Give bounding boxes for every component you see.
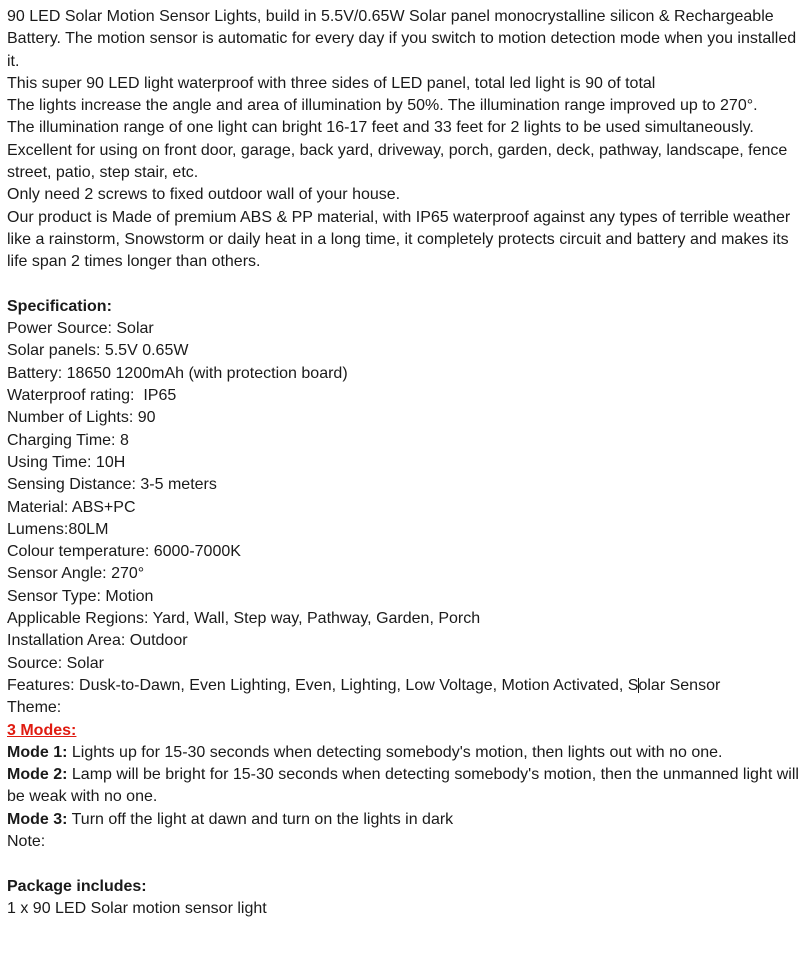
mode-3-label: Mode 3: [7,810,68,828]
spec-line-applicable-regions: Applicable Regions: Yard, Wall, Step way, Pathway, Garden, Porch [7,610,481,628]
modes-section [7,720,806,854]
package-heading: Package includes: [7,877,147,895]
spec-line-using-time: Using Time: 10H [7,453,126,471]
spec-line-number-of-lights: Number of Lights: 90 [7,409,156,427]
mode-item-1 [7,742,806,764]
note-line: Note: [7,832,46,850]
spec-line-sensor-type: Sensor Type: Motion [7,587,154,605]
spec-line-power-source: Power Source: Solar [7,320,154,338]
spacer-before-package [7,853,806,875]
intro-paragraph-4: The illumination range of one light can bright 16-17 feet and 33 feet for 2 lights to be used simultaneously. [7,119,754,137]
mode-1-label: Mode 1: [7,743,68,761]
mode-1-text: Lights up for 15-30 seconds when detecting somebody's motion, then lights out with no one. [67,743,723,761]
text-cursor-caret [638,678,639,693]
mode-2-label: Mode 2: [7,766,68,784]
spec-line-battery: Battery: 18650 1200mAh (with protection board) [7,364,348,382]
intro-paragraph-5: Excellent for using on front door, garage, back yard, driveway, porch, garden, deck, pathway, landscape, fence street, patio, step stair, etc. [7,141,792,182]
spec-line-installation-area: Installation Area: Outdoor [7,632,188,650]
spec-line-colour-temperature: Colour temperature: 6000-7000K [7,543,241,561]
intro-paragraph-7: Our product is Made of premium ABS & PP material, with IP65 waterproof against any types of terrible weather like a rainstorm, Snowstorm or daily heat in a long time, it completely protects circuit and battery and makes its life span 2 times longer than others. [7,208,795,271]
intro-paragraph-3: The lights increase the angle and area of illumination by 50%. The illumination range improved up to 270°. [7,97,758,115]
spacer-before-specification [7,274,806,296]
spec-line-features [7,675,806,697]
package-section [7,876,806,921]
specification-section [7,296,806,720]
spec-line-charging-time: Charging Time: 8 [7,431,129,449]
spec-line-lumens: Lumens:80LM [7,520,109,538]
intro-paragraph-1: 90 LED Solar Motion Sensor Lights, build in 5.5V/0.65W Solar panel monocrystalline silicon & Rechargeable Battery. The motion sensor is automatic for every day if you switch to motion detection mode when you installed it. [7,8,801,70]
spec-line-sensor-angle: Sensor Angle: 270° [7,565,145,583]
intro-paragraph-6: Only need 2 screws to fixed outdoor wall of your house. [7,186,401,204]
spec-line-theme: Theme: [7,699,62,717]
features-text-after-caret: olar Sensor [638,676,721,694]
spec-line-waterproof-rating: Waterproof rating: IP65 [7,387,177,405]
spec-line-material: Material: ABS+PC [7,498,136,516]
spec-line-source: Source: Solar [7,654,104,672]
features-text-before-caret: Features: Dusk-to-Dawn, Even Lighting, Even, Lighting, Low Voltage, Motion Activated, S [7,676,639,694]
mode-item-2 [7,764,806,809]
specification-heading: Specification: [7,297,112,315]
spec-line-solar-panels: Solar panels: 5.5V 0.65W [7,342,189,360]
intro-section [7,6,806,274]
mode-2-text: Lamp will be bright for 15-30 seconds when detecting somebody's motion, then the unmanned light will be weak with no one. [7,766,804,806]
mode-item-3 [7,809,806,831]
mode-3-text: Turn off the light at dawn and turn on the lights in dark [67,810,454,828]
spec-line-sensing-distance: Sensing Distance: 3-5 meters [7,476,217,494]
package-item-1: 1 x 90 LED Solar motion sensor light [7,899,267,917]
modes-heading-label: 3 Modes: [7,721,77,739]
modes-heading [7,720,806,742]
intro-paragraph-2: This super 90 LED light waterproof with three sides of LED panel, total led light is 90 of total [7,74,656,92]
